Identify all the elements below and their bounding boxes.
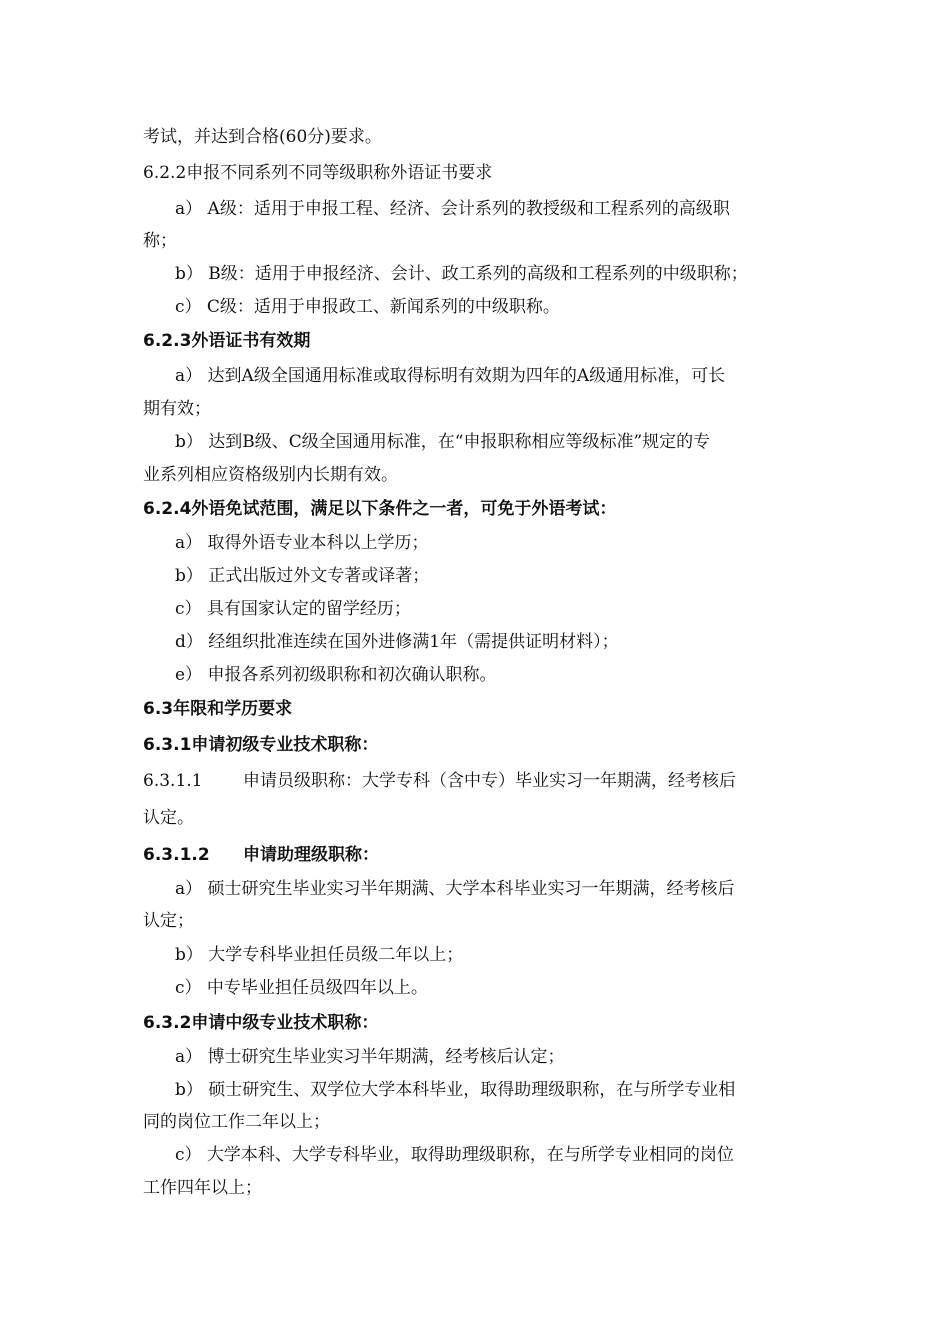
section-heading: 6.3.1申请初级专业技术职称： bbox=[143, 735, 379, 755]
clause-number: 6.3.1.1 bbox=[143, 771, 203, 791]
list-item: b） 大学专科毕业担任员级二年以上； bbox=[175, 945, 464, 965]
text-line: 认定； bbox=[143, 911, 194, 931]
list-item: c） 大学本科、大学专科毕业，取得助理级职称，在与所学专业相同的岗位 bbox=[175, 1145, 734, 1165]
section-heading: 6.3年限和学历要求 bbox=[143, 699, 293, 719]
section-heading: 6.2.4外语免试范围，满足以下条件之一者，可免于外语考试： bbox=[143, 499, 617, 519]
list-item: a） 取得外语专业本科以上学历； bbox=[175, 533, 429, 553]
list-item: b） B级：适用于申报经济、会计、政工系列的高级和工程系列的中级职称； bbox=[175, 264, 748, 284]
list-item: d） 经组织批准连续在国外进修满1年（需提供证明材料）； bbox=[175, 632, 619, 652]
list-item: b） 达到B级、C级全国通用标准，在“申报职称相应等级标准”规定的专 bbox=[175, 432, 711, 452]
text-line: 工作四年以上； bbox=[143, 1178, 262, 1198]
list-item: c） 具有国家认定的留学经历； bbox=[175, 599, 411, 619]
list-item: a） A级：适用于申报工程、经济、会计系列的教授级和工程系列的高级职 bbox=[175, 199, 730, 219]
text-line: 期有效； bbox=[143, 399, 211, 419]
text-line: 同的岗位工作二年以上； bbox=[143, 1112, 330, 1132]
text-line: 称； bbox=[143, 231, 177, 251]
section-heading: 6.2.3外语证书有效期 bbox=[143, 331, 311, 351]
list-item: c） C级：适用于申报政工、新闻系列的中级职称。 bbox=[175, 297, 560, 317]
section-heading: 6.2.2申报不同系列不同等级职称外语证书要求 bbox=[143, 163, 493, 183]
clause-number: 6.3.1.2 bbox=[143, 845, 210, 865]
list-item: b） 硕士研究生、双学位大学本科毕业，取得助理级职称，在与所学专业相 bbox=[175, 1080, 736, 1100]
text-line: 考试，并达到合格(60分)要求。 bbox=[143, 127, 382, 147]
list-item: c） 中专毕业担任员级四年以上。 bbox=[175, 978, 428, 998]
list-item: a） 硕士研究生毕业实习半年期满、大学本科毕业实习一年期满，经考核后 bbox=[175, 879, 735, 899]
numbered-paragraph bbox=[143, 771, 736, 791]
list-item: a） 达到A级全国通用标准或取得标明有效期为四年的A级通用标准，可长 bbox=[175, 366, 726, 386]
text-line: 认定。 bbox=[143, 808, 194, 828]
text-line: 业系列相应资格级别内长期有效。 bbox=[143, 465, 398, 485]
list-item: b） 正式出版过外文专著或译著； bbox=[175, 566, 430, 586]
section-heading: 6.3.2申请中级专业技术职称： bbox=[143, 1013, 379, 1033]
clause-text: 申请员级职称：大学专科（含中专）毕业实习一年期满，经考核后 bbox=[243, 771, 736, 791]
list-item: e） 申报各系列初级职称和初次确认职称。 bbox=[175, 665, 497, 685]
clause-text: 申请助理级职称： bbox=[243, 845, 379, 865]
numbered-heading bbox=[143, 845, 379, 865]
list-item: a） 博士研究生毕业实习半年期满，经考核后认定； bbox=[175, 1047, 565, 1067]
